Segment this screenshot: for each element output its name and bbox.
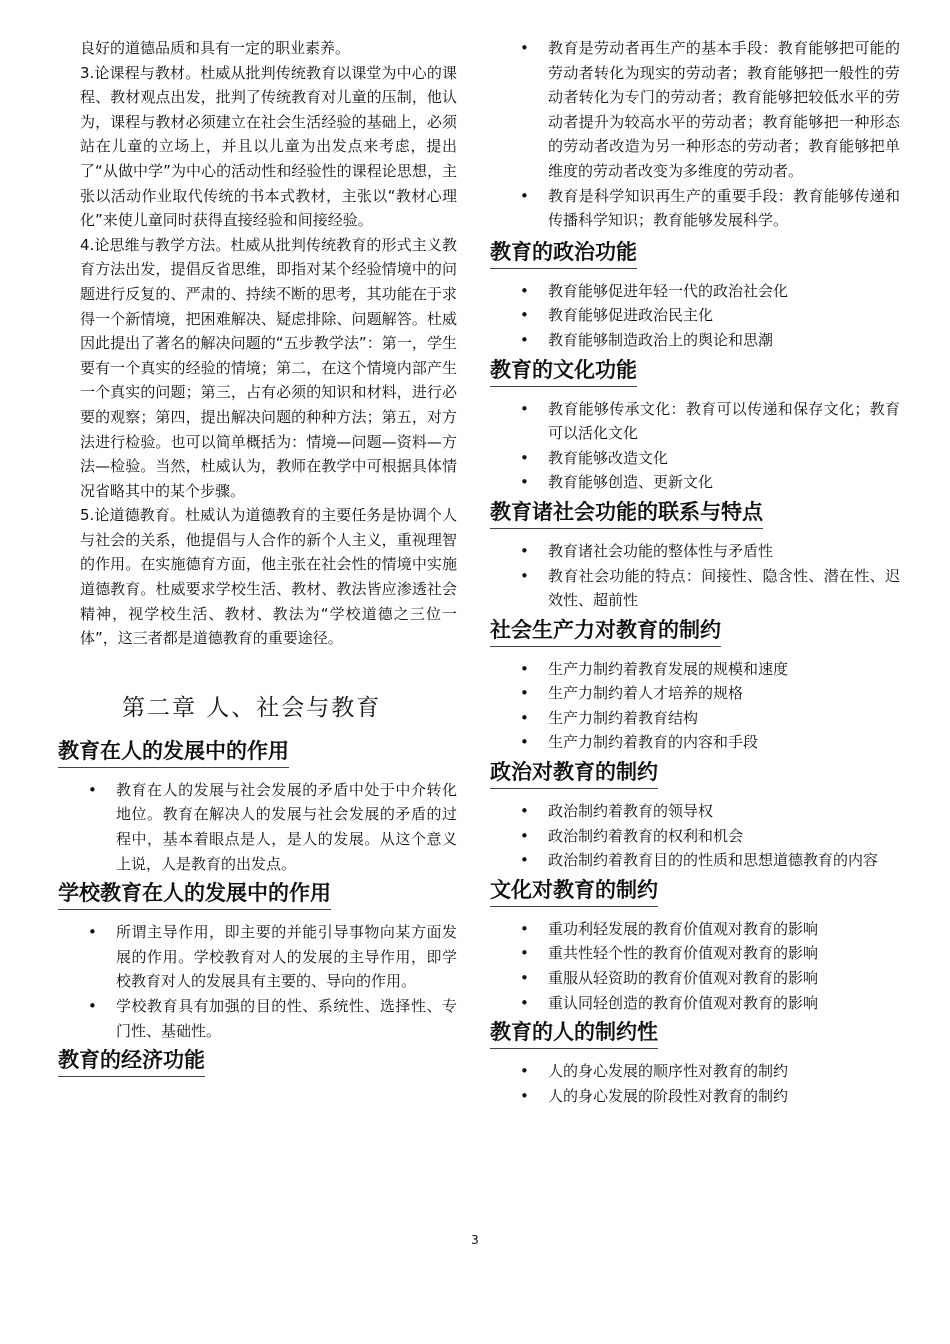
- list-item: • 教育能够制造政治上的舆论和思潮: [548, 328, 900, 353]
- list-item: • 重服从轻资助的教育价值观对教育的影响: [548, 966, 900, 991]
- section-heading-wrap: [58, 1047, 457, 1077]
- right-column: [490, 36, 900, 1112]
- bullet-list: [80, 920, 457, 1043]
- bullet-list: [490, 799, 900, 873]
- list-item: • 重共性轻个性的教育价值观对教育的影响: [548, 941, 900, 966]
- list-item: • 教育能够创造、更新文化: [548, 470, 900, 495]
- list-item: • 重功利轻发展的教育价值观对教育的影响: [548, 917, 900, 942]
- bullet-list: [490, 279, 900, 353]
- body-paragraph: 5.论道德教育。杜威认为道德教育的主要任务是协调个人与社会的关系，他提倡与人合作的新个人主义，重视理智的作用。在实施德育方面，他主张在社会性的情境中实施道德教育。杜威要求学校生活、教材、教法皆应渗透社会精神，视学校生活、教材、教法为“学校道德之三位一体”，这三者都是道德教育的重要途径。: [80, 506, 457, 648]
- list-item: • 政治制约着教育目的的性质和思想道德教育的内容: [548, 848, 900, 873]
- list-item: • 生产力制约着教育发展的规模和速度: [548, 657, 900, 682]
- body-paragraph: 4.论思维与教学方法。杜威从批判传统教育的形式主义教育方法出发，提倡反省思维，即指对某个经验情境中的问题进行反复的、严肃的、持续不断的思考，其功能在于求得一个新情境，把困难解决、疑虑排除、问题解答。杜威因此提出了著名的解决问题的“五步教学法”：第一，学生要有一个真实的经验的情境；第二，在这个情境内部产生一个真实的问题；第三，占有必须的知识和材料，进行必要的观察；第四，提出解决问题的种种方法；第五，对方法进行检验。也可以简单概括为：情境—问题—资料—方法—检验。当然，杜威认为，教师在教学中可根据具体情况省略其中的某个步骤。: [80, 235, 457, 500]
- bullet-list: [490, 397, 900, 495]
- list-item: • 教育能够促进年轻一代的政治社会化: [548, 279, 900, 304]
- list-item: • 生产力制约着教育的内容和手段: [548, 730, 900, 755]
- page-number: 3: [471, 1233, 479, 1247]
- section-heading-wrap: [490, 1019, 900, 1049]
- section-heading-wrap: [490, 759, 900, 789]
- list-item: • 政治制约着教育的领导权: [548, 799, 900, 824]
- list-item: • 生产力制约着人才培养的规格: [548, 681, 900, 706]
- section-heading: 学校教育在人的发展中的作用: [58, 880, 331, 910]
- left-column: [58, 36, 457, 1087]
- section-heading: 教育在人的发展中的作用: [58, 738, 289, 768]
- list-item: • 教育能够促进政治民主化: [548, 303, 900, 328]
- list-item: • 人的身心发展的阶段性对教育的制约: [548, 1084, 900, 1109]
- list-item: • 学校教育具有加强的目的性、系统性、选择性、专门性、基础性。: [116, 994, 457, 1043]
- list-item: • 所谓主导作用，即主要的并能引导事物向某方面发展的作用。学校教育对人的发展的主导作用，即学校教育对人的发展具有主要的、导向的作用。: [116, 920, 457, 994]
- section-heading-wrap: [490, 357, 900, 387]
- body-paragraph: 良好的道德品质和具有一定的职业素养。: [80, 39, 351, 57]
- section-heading: 社会生产力对教育的制约: [490, 617, 721, 647]
- bullet-list: [490, 1059, 900, 1108]
- bullet-list: [490, 36, 900, 233]
- list-item: • 教育能够改造文化: [548, 446, 900, 471]
- bullet-list: [490, 917, 900, 1015]
- section-heading: 文化对教育的制约: [490, 877, 658, 907]
- section-heading: 教育诸社会功能的联系与特点: [490, 499, 763, 529]
- section-heading: 教育的文化功能: [490, 357, 637, 387]
- list-item: • 教育社会功能的特点：间接性、隐含性、潜在性、迟效性、超前性: [548, 564, 900, 613]
- section-heading-wrap: [490, 239, 900, 269]
- section-heading-wrap: [58, 880, 457, 910]
- list-item: • 教育是劳动者再生产的基本手段：教育能够把可能的劳动者转化为现实的劳动者；教育能够把一般性的劳动者转化为专门的劳动者；教育能够把较低水平的劳动者提升为较高水平的劳动者；教育能够把一种形态的劳动者改造为另一种形态的劳动者；教育能够把单维度的劳动者改变为多维度的劳动者。: [548, 36, 900, 184]
- section-heading: 教育的政治功能: [490, 239, 637, 269]
- section-heading: 政治对教育的制约: [490, 759, 658, 789]
- list-item: • 教育在人的发展与社会发展的矛盾中处于中介转化地位。教育在解决人的发展与社会发展的矛盾的过程中，基本着眼点是人，是人的发展。从这个意义上说，人是教育的出发点。: [116, 778, 457, 876]
- chapter-title: 第二章 人、社会与教育: [122, 694, 382, 721]
- list-item: • 教育是科学知识再生产的重要手段：教育能够传递和传播科学知识；教育能够发展科学。: [548, 184, 900, 233]
- section-heading: 教育的人的制约性: [490, 1019, 658, 1049]
- list-item: • 人的身心发展的顺序性对教育的制约: [548, 1059, 900, 1084]
- section-heading-wrap: [490, 499, 900, 529]
- list-item: • 教育诸社会功能的整体性与矛盾性: [548, 539, 900, 564]
- bullet-list: [490, 539, 900, 613]
- list-item: • 重认同轻创造的教育价值观对教育的影响: [548, 991, 900, 1016]
- section-heading-wrap: [58, 738, 457, 768]
- list-item: • 教育能够传承文化：教育可以传递和保存文化；教育可以活化文化: [548, 397, 900, 446]
- list-item: • 政治制约着教育的权利和机会: [548, 824, 900, 849]
- body-paragraph: 3.论课程与教材。杜威从批判传统教育以课堂为中心的课程、教材观点出发，批判了传统教育对儿童的压制，他认为，课程与教材必须建立在社会生活经验的基础上，必须站在儿童的立场上，并且以儿童为出发点来考虑，提出了“从做中学”为中心的活动性和经验性的课程论思想，主张以活动作业取代传统的书本式教材，主张以“教材心理化”来使儿童同时获得直接经验和间接经验。: [80, 63, 457, 230]
- bullet-list: [80, 778, 457, 876]
- section-heading-wrap: [490, 617, 900, 647]
- list-item: • 生产力制约着教育结构: [548, 706, 900, 731]
- section-heading-wrap: [490, 877, 900, 907]
- bullet-list: [490, 657, 900, 755]
- section-heading: 教育的经济功能: [58, 1047, 205, 1077]
